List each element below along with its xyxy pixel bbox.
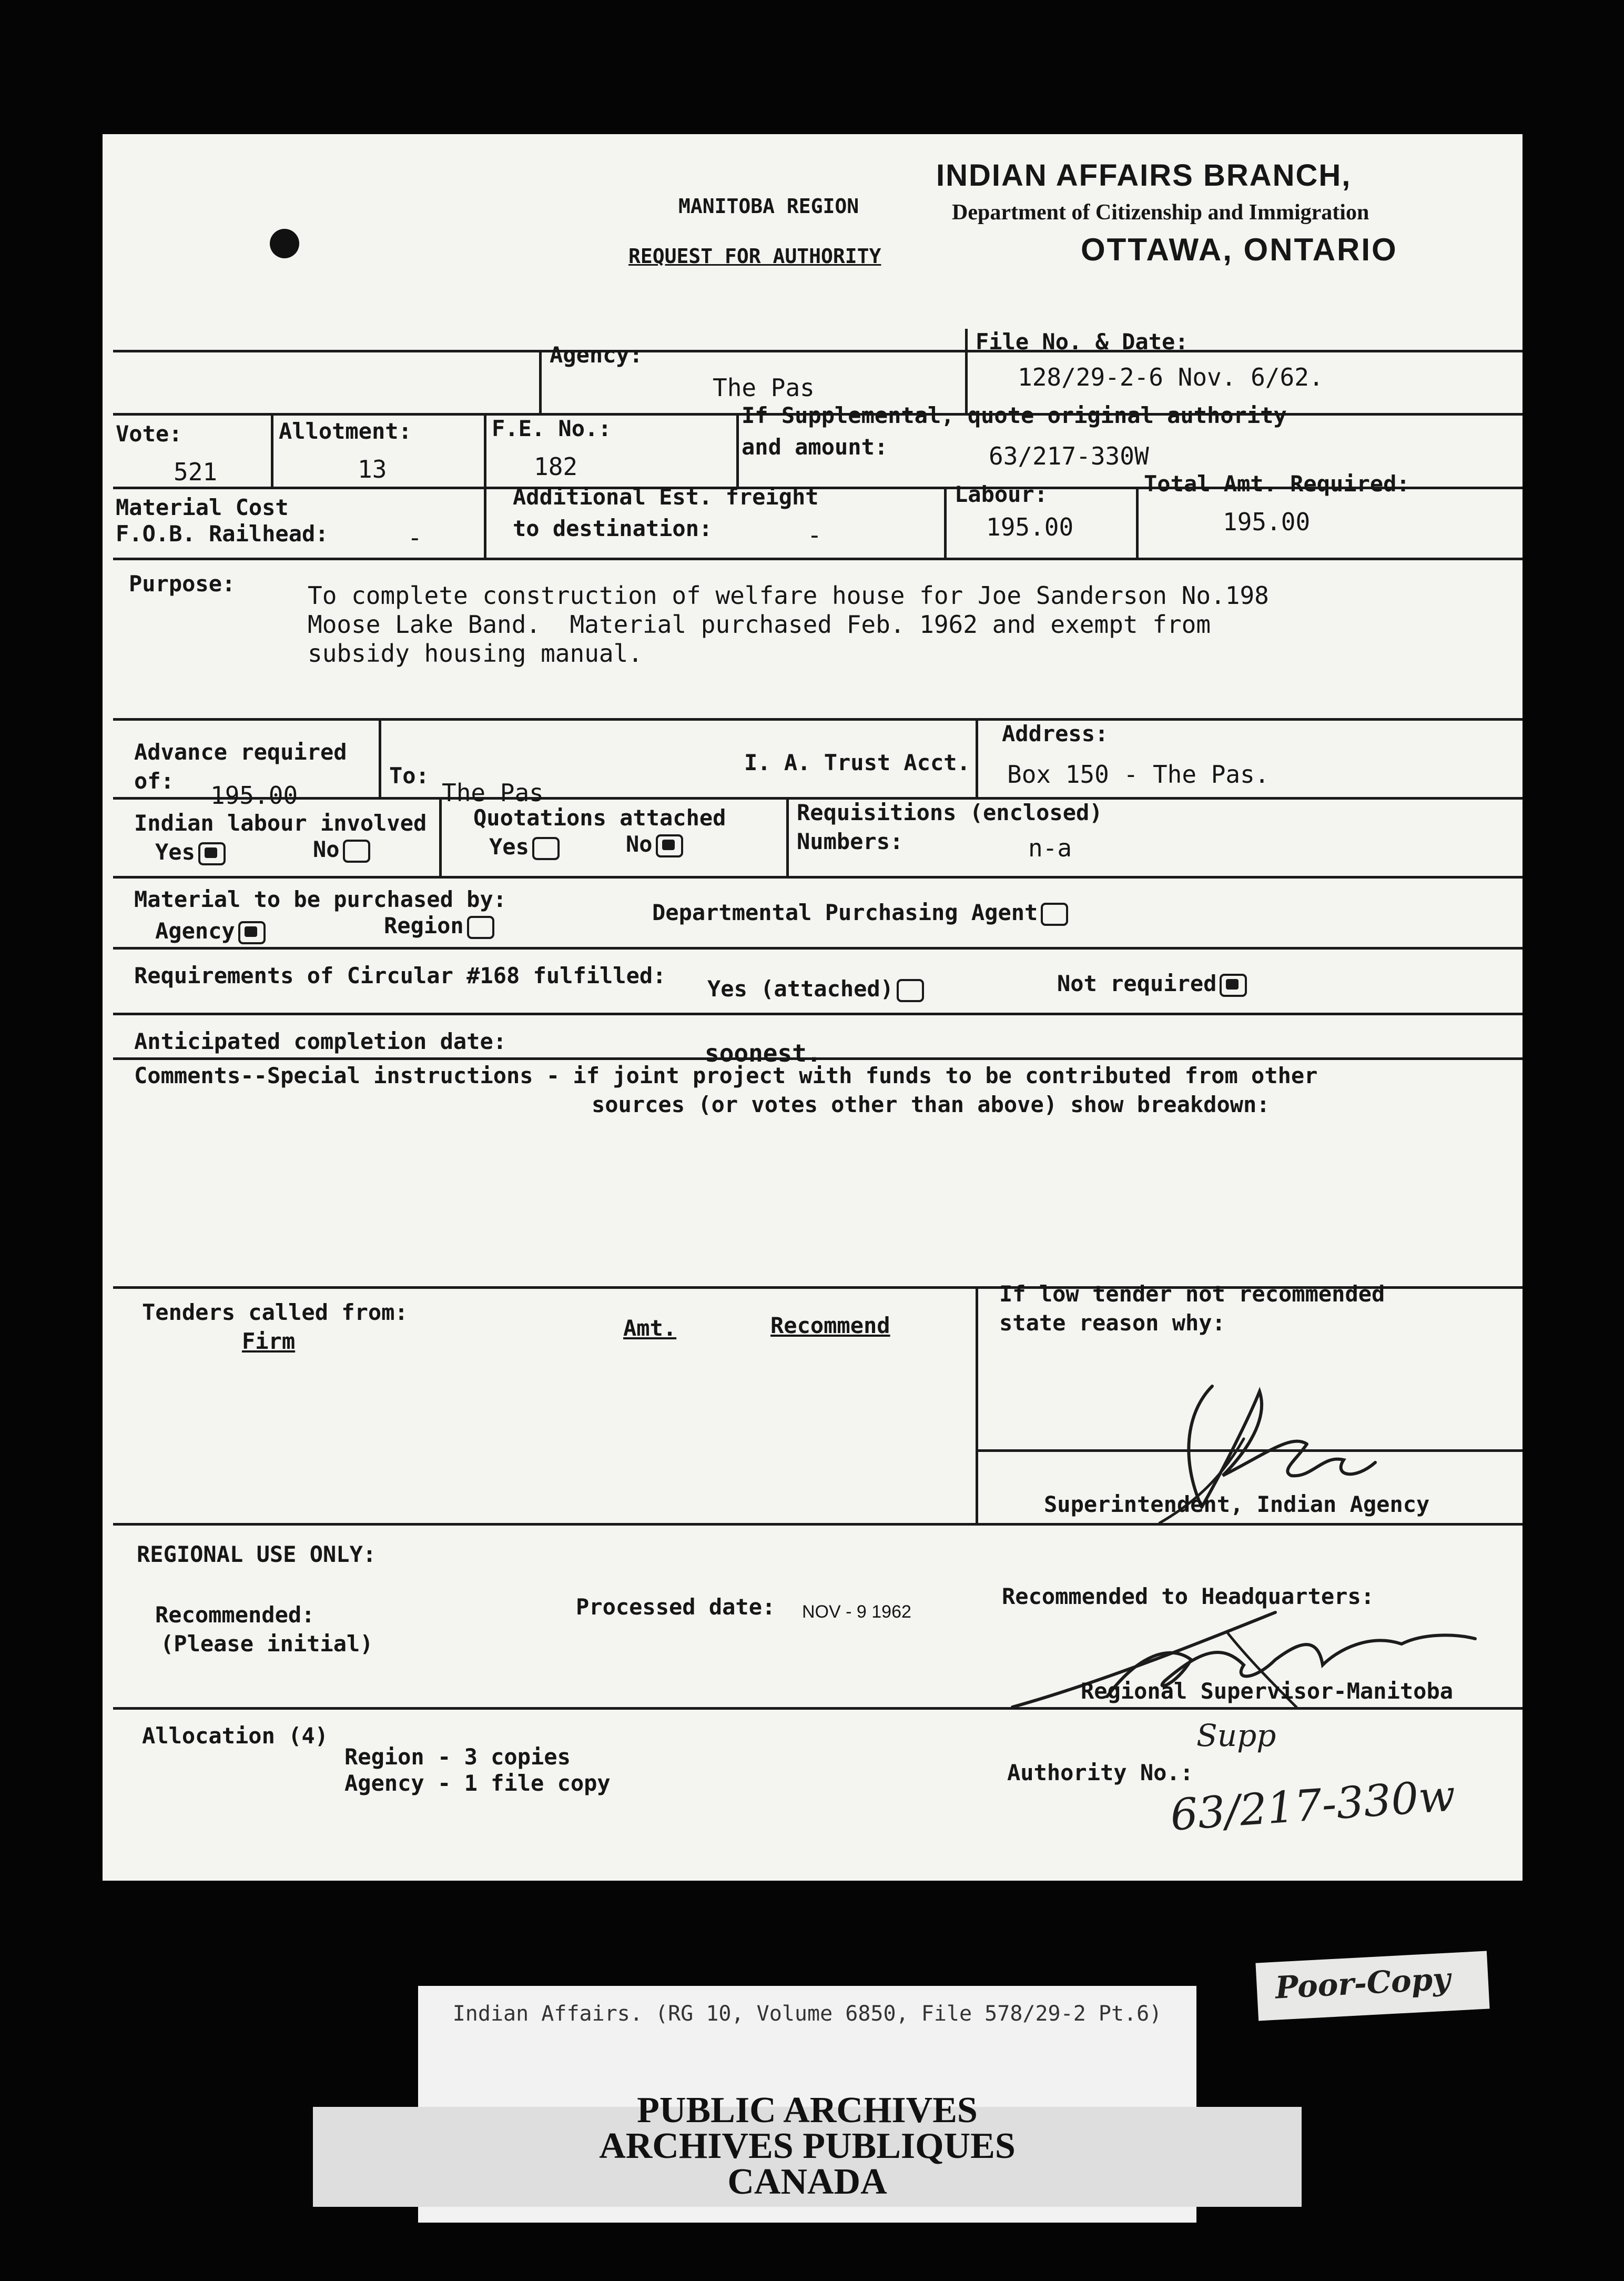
indian-labour-yes-checkbox[interactable] — [198, 842, 226, 865]
low-tender-label-1: If low tender not recommended — [999, 1281, 1385, 1307]
circular-label: Requirements of Circular #168 fulfilled: — [134, 963, 666, 988]
stamp-line-1: INDIAN AFFAIRS BRANCH, — [936, 158, 1352, 193]
tenders-label: Tenders called from: — [142, 1299, 408, 1325]
total-value: 195.00 — [1223, 508, 1311, 536]
punch-hole — [270, 229, 299, 258]
fe-no-label: F.E. No.: — [492, 416, 612, 441]
regional-supervisor-label: Regional Supervisor-Manitoba — [1081, 1678, 1454, 1704]
material-cost-label-1: Material Cost — [116, 494, 289, 520]
purpose-line-1: To complete construction of welfare house for Joe Sanderson No.198 — [308, 581, 1269, 610]
circular-yes[interactable] — [707, 976, 924, 1002]
side-note-tab — [1255, 1951, 1489, 2021]
vote-label: Vote: — [116, 421, 182, 447]
indian-labour-no[interactable] — [313, 836, 370, 863]
regional-label: REGIONAL USE ONLY: — [137, 1541, 377, 1567]
comments-line-1: Comments--Special instructions - if joint project with funds to be contributed from other — [134, 1063, 1318, 1088]
allotment-label: Allotment: — [279, 418, 412, 444]
advance-label-2: of: — [134, 768, 174, 794]
allotment-value: 13 — [358, 455, 387, 483]
purchase-dept[interactable] — [652, 900, 1068, 926]
material-cost-label-2: F.O.B. Railhead: — [116, 521, 329, 547]
labour-label: Labour: — [955, 481, 1048, 507]
freight-label-2: to destination: — [513, 516, 713, 541]
supplemental-label-2: and amount: — [742, 434, 888, 460]
regional-initial-label: (Please initial) — [160, 1631, 373, 1657]
comments-line-2: sources (or votes other than above) show breakdown: — [592, 1092, 1270, 1117]
to-value: The Pas — [442, 779, 544, 807]
authority-handwritten-value: 63/217-330w — [1169, 1771, 1457, 1841]
archive-line-1: PUBLIC ARCHIVES — [637, 2090, 978, 2131]
purpose-line-3: subsidy housing manual. — [308, 639, 643, 668]
allocation-label: Allocation (4) — [142, 1723, 329, 1749]
processed-date-stamp: NOV - 9 1962 — [802, 1602, 911, 1622]
circular-yes-label: Yes (attached) — [707, 976, 894, 1002]
purchase-agency-checkbox[interactable] — [238, 921, 266, 944]
purchase-region-checkbox[interactable] — [467, 916, 494, 939]
quotations-yes-checkbox[interactable] — [532, 837, 560, 860]
purchase-agency-label: Agency — [155, 918, 235, 944]
quotations-label: Quotations attached — [473, 805, 726, 831]
purchase-dept-label: Departmental Purchasing Agent — [652, 900, 1038, 925]
quotations-no[interactable] — [626, 831, 683, 857]
stamp-line-3: OTTAWA, ONTARIO — [1081, 232, 1398, 267]
requisitions-label-2: Numbers: — [797, 829, 904, 854]
tenders-recommend-header: Recommend — [770, 1313, 890, 1338]
quotations-yes-label: Yes — [489, 834, 529, 860]
regional-recommended-label: Recommended: — [155, 1602, 315, 1628]
indian-labour-no-checkbox[interactable] — [343, 840, 370, 863]
address-value: Box 150 - The Pas. — [1007, 760, 1270, 789]
allocation-region: Region - 3 copies — [344, 1744, 571, 1770]
to-label: To: — [389, 763, 429, 789]
requisitions-label-1: Requisitions (enclosed) — [797, 800, 1103, 825]
completion-value: soonest. — [705, 1039, 821, 1067]
region-heading: MANITOBA REGION — [678, 195, 859, 218]
indian-labour-yes[interactable] — [155, 839, 226, 865]
archive-line-2: ARCHIVES PUBLIQUES — [599, 2126, 1016, 2166]
supplemental-value: 63/217-330W — [989, 442, 1149, 470]
superintendent-signature — [1149, 1370, 1396, 1544]
quotations-yes[interactable] — [489, 834, 560, 860]
superintendent-label: Superintendent, Indian Agency — [1044, 1491, 1430, 1517]
purchase-region-label: Region — [384, 913, 464, 938]
authority-label: Authority No.: — [1007, 1760, 1194, 1785]
file-no-label: File No. & Date: — [976, 329, 1189, 355]
material-cost-value: - — [408, 523, 422, 552]
agency-label: Agency: — [550, 342, 643, 368]
purchase-region[interactable] — [384, 913, 494, 939]
tenders-amt-header: Amt. — [623, 1315, 677, 1341]
archive-label — [418, 1986, 1196, 2223]
archive-line-3: CANADA — [727, 2162, 887, 2202]
purchase-dept-checkbox[interactable] — [1041, 903, 1068, 926]
archive-reference: Indian Affairs. (RG 10, Volume 6850, File 578/29-2 Pt.6) — [452, 2002, 1162, 2026]
allocation-agency: Agency - 1 file copy — [344, 1770, 611, 1796]
advance-value: 195.00 — [210, 781, 298, 810]
indian-labour-yes-label: Yes — [155, 839, 195, 865]
completion-label: Anticipated completion date: — [134, 1028, 507, 1054]
form-page — [103, 134, 1522, 1881]
fe-no-value: 182 — [534, 452, 578, 481]
tenders-firm-header: Firm — [242, 1328, 296, 1354]
freight-value: - — [807, 521, 822, 549]
circular-not-required[interactable] — [1057, 971, 1247, 997]
indian-labour-label: Indian labour involved — [134, 810, 427, 836]
circular-not-required-label: Not required — [1057, 971, 1217, 996]
quotations-no-checkbox[interactable] — [656, 834, 683, 857]
circular-yes-checkbox[interactable] — [897, 979, 924, 1002]
quotations-no-label: No — [626, 831, 653, 857]
supplemental-label-1: If Supplemental, quote original authority — [742, 402, 1287, 428]
circular-not-required-checkbox[interactable] — [1220, 974, 1247, 997]
purpose-line-2: Moose Lake Band. Material purchased Feb. 1962 and exempt from — [308, 610, 1211, 639]
purchase-agency[interactable] — [155, 918, 266, 944]
address-label: Address: — [1002, 721, 1109, 746]
advance-label-1: Advance required — [134, 739, 347, 765]
trust-account-label: I. A. Trust Acct. — [744, 750, 970, 775]
processed-date-label: Processed date: — [576, 1594, 776, 1620]
authority-supp-note: Supp — [1196, 1718, 1276, 1753]
vote-value: 521 — [174, 458, 218, 486]
indian-labour-no-label: No — [313, 836, 340, 862]
stamp-line-2: Department of Citizenship and Immigration — [952, 200, 1369, 225]
total-label: Total Amt. Required: — [1144, 471, 1410, 497]
recommended-hq-label: Recommended to Headquarters: — [1002, 1583, 1375, 1609]
side-note-text: Poor-Copy — [1274, 1961, 1452, 2006]
purpose-label: Purpose: — [129, 571, 236, 597]
labour-value: 195.00 — [986, 513, 1074, 541]
freight-label-1: Additional Est. freight — [513, 484, 819, 510]
requisitions-value: n-a — [1028, 834, 1072, 862]
form-title: REQUEST FOR AUTHORITY — [628, 245, 881, 268]
agency-value: The Pas — [713, 374, 815, 402]
file-no-value: 128/29-2-6 Nov. 6/62. — [1018, 363, 1324, 391]
low-tender-label-2: state reason why: — [999, 1310, 1225, 1336]
material-purchase-label: Material to be purchased by: — [134, 886, 507, 912]
